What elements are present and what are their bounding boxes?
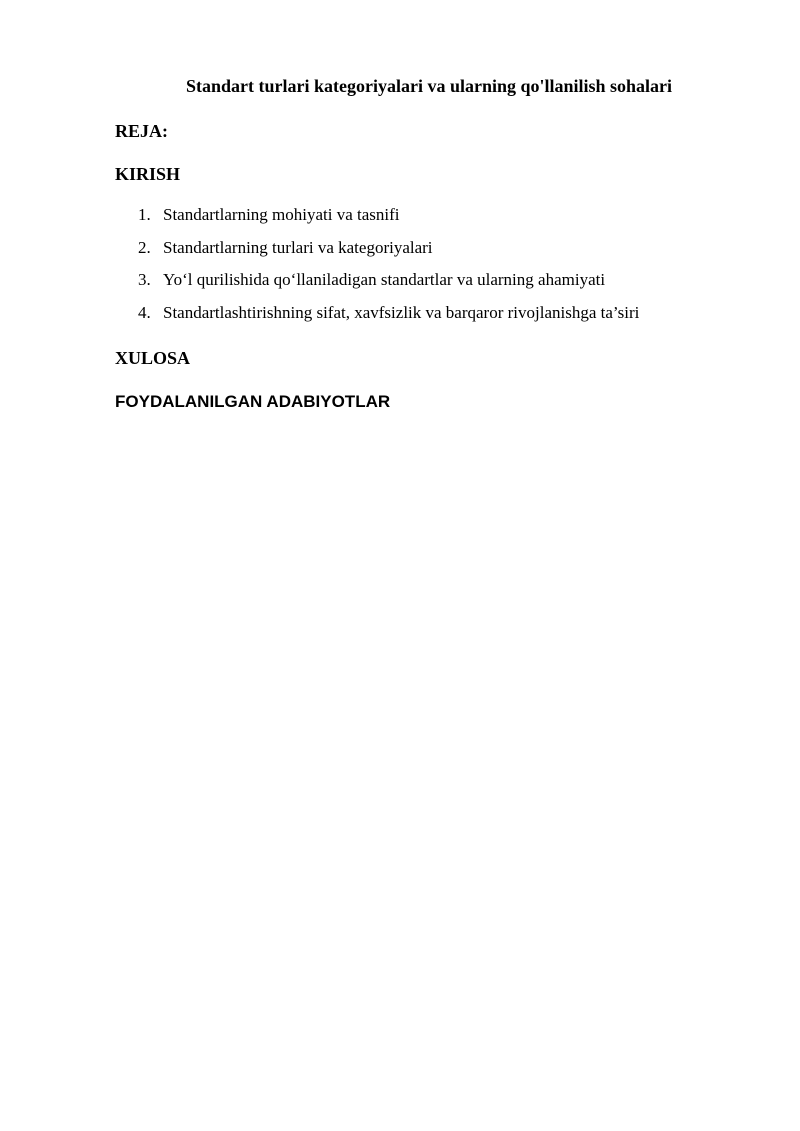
references-heading: FOYDALANILGAN ADABIYOTLAR: [115, 392, 391, 411]
document-title: Standart turlari kategoriyalari va ularning qo'llanilish sohalari: [185, 76, 673, 96]
plan-item-number: 2.: [138, 237, 151, 257]
plan-item-text: Yo‘l qurilishida qo‘llaniladigan standartlar va ularning ahamiyati: [163, 270, 606, 289]
plan-item-text: Standartlarning mohiyati va tasnifi: [163, 205, 400, 224]
plan-item-number: 3.: [138, 270, 151, 289]
plan-item: [138, 270, 639, 303]
xulosa-heading: XULOSA: [115, 348, 191, 368]
plan-item-text: Standartlarning turlari va kategoriyalari: [163, 237, 433, 257]
plan-item-number: 4.: [138, 302, 151, 322]
plan-item: [138, 238, 639, 271]
plan-item-number: 1.: [138, 205, 151, 224]
plan-list: [138, 205, 639, 335]
plan-item-text: Standartlashtirishning sifat, xavfsizlik va barqaror rivojlanishga ta’siri: [163, 302, 640, 322]
plan-item: [138, 303, 639, 336]
reja-heading: REJA:: [115, 121, 168, 141]
kirish-heading: KIRISH: [115, 164, 181, 184]
plan-item: [138, 205, 639, 238]
